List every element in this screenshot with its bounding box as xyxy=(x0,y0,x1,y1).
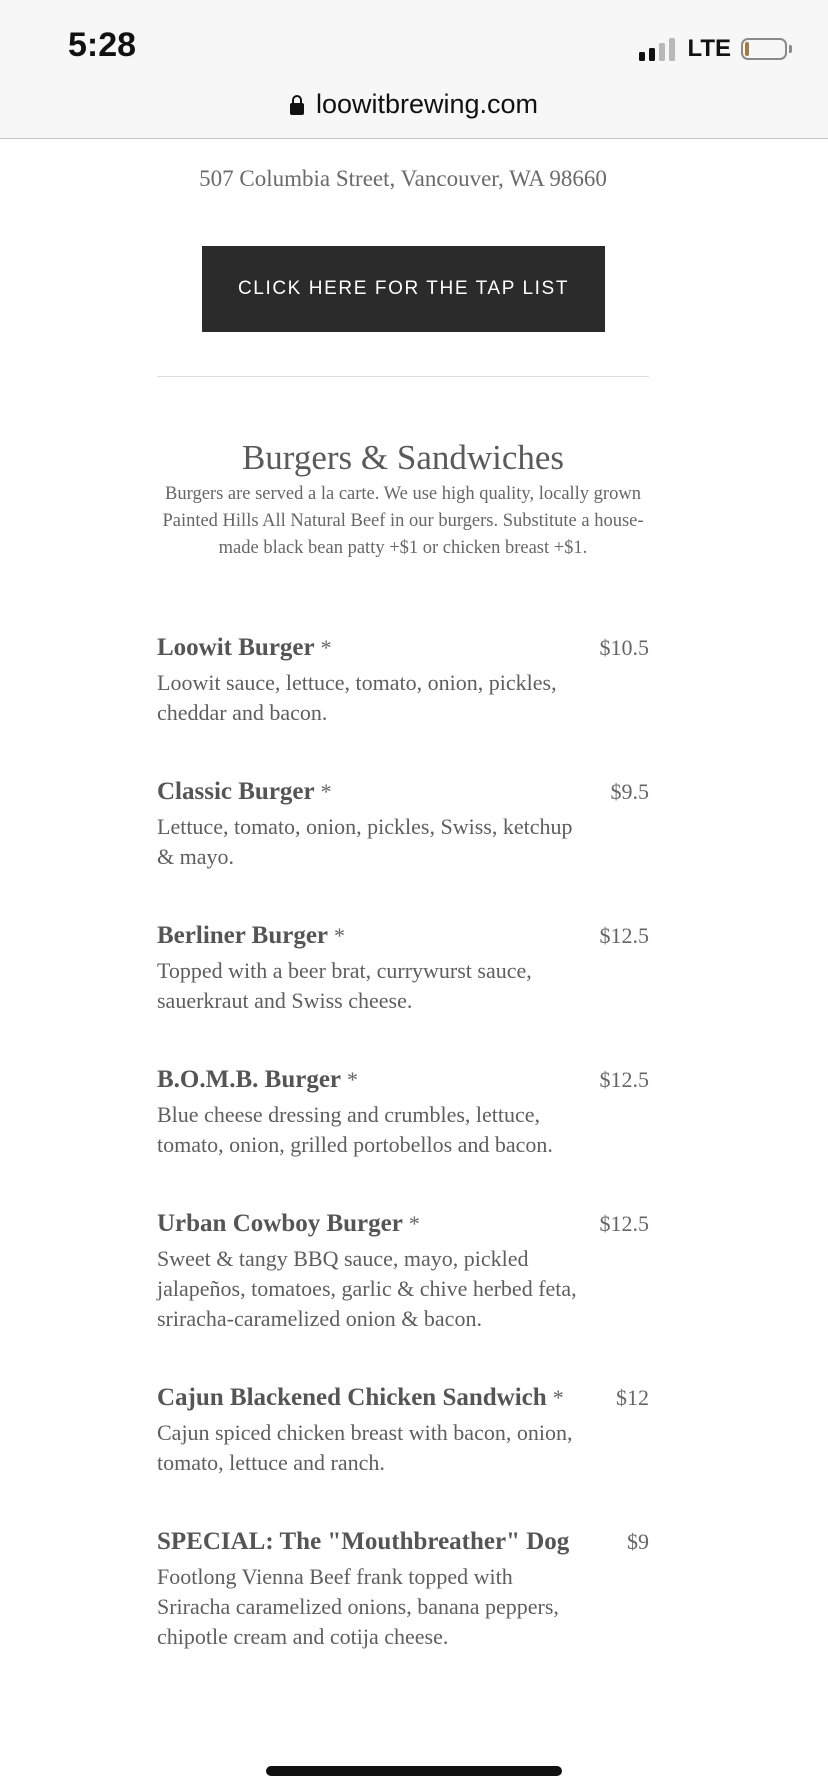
item-description: Cajun spiced chicken breast with bacon, onion, tomato, lettuce and ranch. xyxy=(157,1420,573,1475)
item-description: Topped with a beer brat, currywurst sauce, sauerkraut and Swiss cheese. xyxy=(157,958,532,1013)
status-time: 5:28 xyxy=(68,26,137,64)
lock-icon xyxy=(290,95,304,115)
section-description: Burgers are served a la carte. We use high quality, locally grown Painted Hills All Natural Beef in our burgers. Substitute a house-made black bean patty +$1 or chicken breast +$1. xyxy=(162,484,644,558)
item-star: * xyxy=(347,1067,359,1092)
brewery-address: 507 Columbia Street, Vancouver, WA 98660 xyxy=(199,166,607,191)
item-name: Classic Burger xyxy=(157,778,315,805)
item-name: Loowit Burger xyxy=(157,634,315,661)
item-star: * xyxy=(408,1211,420,1236)
item-price: $9 xyxy=(627,1529,649,1554)
item-star: * xyxy=(552,1385,564,1410)
section-divider xyxy=(157,376,649,377)
home-indicator[interactable] xyxy=(266,1766,562,1776)
item-name: SPECIAL: The "Mouthbreather" Dog xyxy=(157,1528,570,1555)
item-name: Urban Cowboy Burger xyxy=(157,1210,403,1237)
battery-icon xyxy=(741,38,787,60)
item-description: Footlong Vienna Beef frank topped with Sriracha caramelized onions, banana peppers, chipotle cream and cotija cheese. xyxy=(157,1564,559,1649)
tap-list-button[interactable]: CLICK HERE FOR THE TAP LIST xyxy=(202,246,605,332)
item-name: Cajun Blackened Chicken Sandwich xyxy=(157,1384,547,1411)
address-bar[interactable] xyxy=(0,84,828,124)
item-price: $12.5 xyxy=(599,1211,649,1236)
item-star: * xyxy=(334,923,346,948)
item-price: $12.5 xyxy=(599,923,649,948)
menu-item xyxy=(157,634,649,728)
menu-item xyxy=(157,778,649,872)
cellular-signal-icon xyxy=(639,37,675,61)
item-description: Blue cheese dressing and crumbles, lettuce, tomato, onion, grilled portobellos and bacon. xyxy=(157,1102,553,1157)
menu-item xyxy=(157,922,649,1016)
item-name: Berliner Burger xyxy=(157,922,329,949)
menu-item xyxy=(157,1066,649,1160)
browser-top-bar xyxy=(0,0,828,139)
item-star: * xyxy=(320,779,332,804)
menu-item xyxy=(157,1528,649,1652)
menu-item xyxy=(157,1210,649,1334)
item-price: $12 xyxy=(616,1385,649,1410)
battery-tip xyxy=(789,45,792,53)
status-indicators xyxy=(639,34,792,64)
item-description: Lettuce, tomato, onion, pickles, Swiss, ketchup & mayo. xyxy=(157,814,573,869)
item-price: $12.5 xyxy=(599,1067,649,1092)
menu-item xyxy=(157,1384,649,1478)
url-text[interactable]: loowitbrewing.com xyxy=(315,88,539,119)
item-price: $9.5 xyxy=(610,779,649,804)
item-star: * xyxy=(320,635,332,660)
network-type: LTE xyxy=(687,35,731,62)
item-name: B.O.M.B. Burger xyxy=(157,1066,342,1093)
item-description: Sweet & tangy BBQ sauce, mayo, pickled jalapeños, tomatoes, garlic & chive herbed feta, sriracha-caramelized onion & bacon. xyxy=(157,1246,577,1331)
item-description: Loowit sauce, lettuce, tomato, onion, pickles, cheddar and bacon. xyxy=(157,670,557,725)
section-title: Burgers & Sandwiches xyxy=(241,438,565,477)
item-price: $10.5 xyxy=(599,635,649,660)
